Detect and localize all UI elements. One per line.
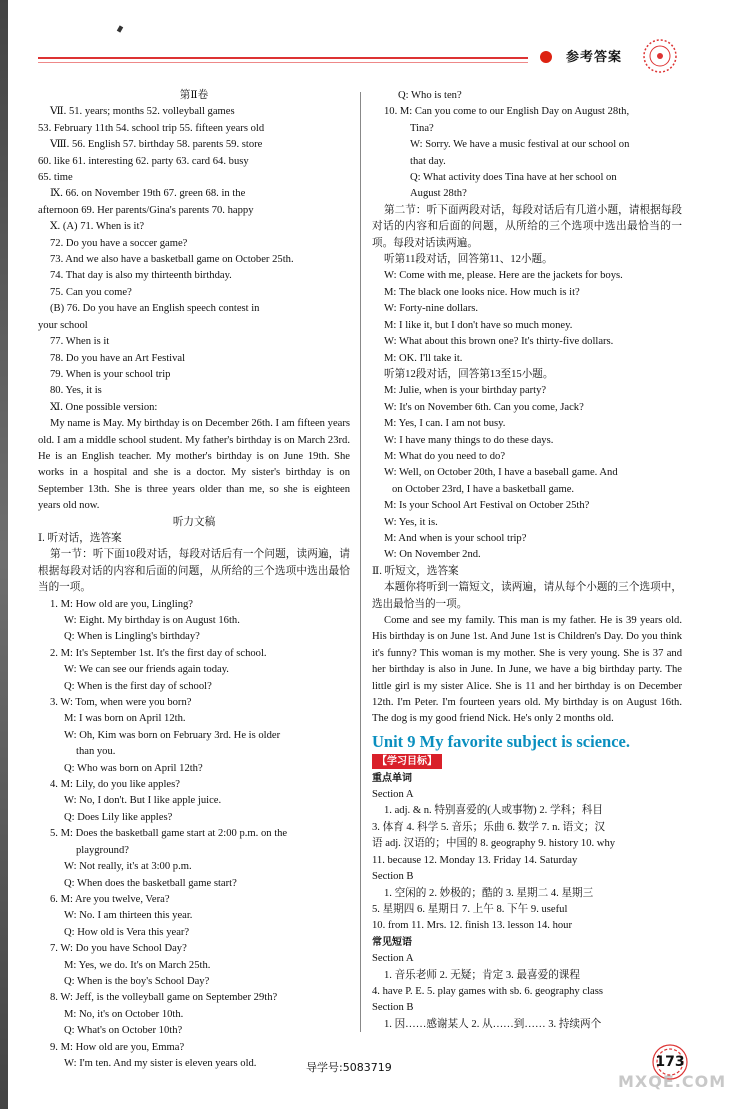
text-line: M: The black one looks nice. How much is it? — [384, 286, 580, 298]
text-line: 5. M: Does the basketball game start at 2:00 p.m. on the — [50, 828, 288, 840]
text-line: 常见短语 — [372, 936, 412, 948]
text-line: 语 adj. 汉语的；中国的 8. geography 9. history 10. why — [372, 838, 616, 850]
text-line: My name is May. My birthday is on December 26th. I am fifteen years old. I am a middle school student. My father's birthday is on March 23rd. He is an English teacher. My mother's birthday is on June 19th. She works in a hospital and she is a doctor. My sister's birthday is on September 13th. She is three years older than me, so she is eighteen years old now. — [38, 418, 350, 512]
text-line: M: I was born on April 12th. — [64, 713, 186, 725]
text-line: 听第11段对话，回答第11、12小题。 — [384, 254, 553, 266]
text-line: M: What do you need to do? — [384, 450, 506, 462]
text-line: 4. have P. E. 5. play games with sb. 6. geography class — [372, 985, 603, 997]
text-line: afternoon 69. Her parents/Gina's parents 70. happy — [38, 204, 254, 216]
text-line: Come and see my family. This man is my father. He is 39 years old. His birthday is on June 1st. And June 1st is Children's Day. Do you think it's funny? This woman is my mother. She is very young. She is 37 and her birthday is also in June. In June, we have a big birthday party. The little girl is my sister Alice. She is 11 and her birthday is on December 12th. I'm Peter. I'm fourteen years old. My birthday is on August 16th. The dog is my good friend Nick. He's only 2 months old. — [372, 615, 682, 725]
text-line: 74. That day is also my thirteenth birthday. — [50, 270, 232, 282]
watermark: MXQE.COM — [618, 1072, 727, 1091]
text-line: W: What about this brown one? It's thirty-five dollars. — [384, 336, 614, 348]
header-title: 参考答案 — [566, 50, 623, 65]
text-line: 79. When is your school trip — [50, 368, 171, 380]
text-line: 80. Yes, it is — [50, 385, 102, 397]
text-line: 8. W: Jeff, is the volleyball game on September 29th? — [50, 992, 278, 1004]
scan-edge-strip — [0, 0, 8, 1109]
text-line: 1. 音乐老师 2. 无疑；肯定 3. 最喜爱的课程 — [384, 969, 580, 981]
text-line: Ⅷ. 56. English 57. birthday 58. parents 59. store — [50, 139, 263, 151]
text-line: playground? — [76, 844, 129, 856]
text-line: 本题你将听到一篇短文，读两遍，请从每个小题的三个选项中，选出最恰当的一项。 — [372, 582, 682, 610]
text-line: Q: Who is ten? — [398, 90, 462, 101]
header-rule-thin — [38, 62, 528, 63]
text-line: 78. Do you have an Art Festival — [50, 352, 186, 364]
text-line: Section A — [372, 789, 414, 801]
text-line: Tina? — [410, 122, 434, 134]
text-line: 1. adj. & n. 特别喜爱的(人或事物) 2. 学科；科目 — [384, 805, 603, 817]
text-line: 2. M: It's September 1st. It's the first day of school. — [50, 647, 267, 659]
text-line: 73. And we also have a basketball game on October 25th. — [50, 254, 294, 266]
unit-title: Unit 9 My favorite subject is science. — [372, 731, 630, 751]
text-line: Q: When is Lingling's birthday? — [64, 631, 200, 643]
text-line: August 28th? — [410, 188, 467, 200]
text-line: W: Well, on October 20th, I have a baseball game. And — [384, 467, 618, 479]
text-line: Q: What's on October 10th? — [64, 1025, 183, 1037]
text-line: 10. from 11. Mrs. 12. finish 13. lesson 14. hour — [372, 920, 572, 932]
text-line: 听力文稿 — [172, 516, 216, 528]
text-line: M: I like it, but I don't have so much money. — [384, 319, 573, 331]
text-line: 4. M: Lily, do you like apples? — [50, 779, 180, 791]
text-line: 65. time — [38, 172, 73, 184]
text-line: W: Yes, it is. — [384, 516, 438, 528]
text-line: Ⅶ. 51. years; months 52. volleyball games — [50, 106, 235, 118]
text-line: W: I have many things to do these days. — [384, 434, 554, 446]
left-column — [38, 88, 350, 1072]
text-line: that day. — [410, 155, 446, 167]
text-line: W: It's on November 6th. Can you come, Jack? — [384, 401, 584, 413]
text-line: M: No, it's on October 10th. — [64, 1008, 184, 1020]
text-line: W: We can see our friends again today. — [64, 664, 229, 676]
text-line: M: And when is your school trip? — [384, 532, 527, 544]
text-line: 53. February 11th 54. school trip 55. fifteen years old — [38, 122, 265, 134]
text-line: M: Yes, we do. It's on March 25th. — [64, 959, 211, 971]
right-column — [372, 88, 682, 1033]
text-line: W: No. I am thirteen this year. — [64, 910, 193, 922]
text-line: 10. M: Can you come to our English Day on August 28th, — [384, 106, 630, 118]
text-line: M: Is your School Art Festival on October 25th? — [384, 500, 590, 512]
text-line: on October 23rd, I have a basketball game. — [392, 483, 575, 495]
text-line: 3. 体育 4. 科学 5. 音乐；乐曲 6. 数学 7. n. 语文；汉 — [372, 821, 606, 833]
text-line: 9. M: How old are you, Emma? — [50, 1041, 185, 1053]
text-line: Q: When is the boy's School Day? — [64, 975, 210, 987]
text-line: 1. 空闲的 2. 妙极的；酷的 3. 星期二 4. 星期三 — [384, 887, 594, 899]
text-line: 3. W: Tom, when were you born? — [50, 697, 192, 709]
text-line: 第二节：听下面两段对话，每段对话后有几道小题，请根据每段对话的内容和后面的问题，从所给的三个选项中选出最恰当的一项。每段对话读两遍。 — [372, 204, 682, 249]
text-line: 第一节：听下面10段对话，每段对话后有一个问题，读两遍，请根据每段对话的内容和后面的问题，从所给的三个选项中选出最恰当的一项。 — [38, 549, 350, 594]
text-line: 1. 因……感谢某人 2. 从……到…… 3. 持续两个 — [384, 1018, 602, 1030]
right-column-text — [372, 88, 682, 728]
text-line: 6. M: Are you twelve, Vera? — [50, 893, 170, 905]
text-line: 第Ⅱ卷 — [179, 90, 209, 101]
text-line: W: Not really, it's at 3:00 p.m. — [64, 861, 192, 873]
text-line: 75. Can you come? — [50, 286, 132, 298]
text-line: M: Julie, when is your birthday party? — [384, 385, 547, 397]
text-line: Q: When does the basketball game start? — [64, 877, 237, 889]
text-line: Section B — [372, 871, 414, 883]
text-line: Q: What activity does Tina have at her school on — [410, 172, 617, 184]
header-rule — [38, 57, 528, 59]
text-line: Section A — [372, 953, 414, 965]
text-line: Ⅰ. 听对话，选答案 — [38, 532, 122, 544]
text-line: Q: Who was born on April 12th? — [64, 762, 203, 774]
unit-vocabulary — [372, 771, 682, 1034]
learning-goals-badge: 【学习目标】 — [372, 754, 442, 769]
text-line: 7. W: Do you have School Day? — [50, 943, 187, 955]
text-line: 11. because 12. Monday 13. Friday 14. Saturday — [372, 854, 578, 866]
text-line: 5. 星期四 6. 星期日 7. 上午 8. 下午 9. useful — [372, 903, 568, 915]
text-line: W: No, I don't. But I like apple juice. — [64, 795, 222, 807]
guide-number: 导学号:5083719 — [306, 1061, 392, 1074]
text-line: Section B — [372, 1002, 414, 1014]
learning-goals-badge-row — [372, 754, 682, 770]
text-line: W: Forty-nine dollars. — [384, 303, 479, 315]
text-line: W: Come with me, please. Here are the jackets for boys. — [384, 270, 623, 282]
text-line: 1. M: How old are you, Lingling? — [50, 598, 193, 610]
text-line: M: Yes, I can. I am not busy. — [384, 418, 506, 430]
text-line: M: OK. I'll take it. — [384, 352, 463, 364]
text-line: 重点单词 — [372, 772, 412, 784]
page-number: 173 — [655, 1054, 685, 1070]
text-line: Q: How old is Vera this year? — [64, 926, 190, 938]
header-dot-icon — [540, 51, 552, 63]
text-line: W: Sorry. We have a music festival at our school on — [410, 139, 630, 151]
text-line: Ⅸ. 66. on November 19th 67. green 68. in the — [50, 188, 246, 200]
text-line: than you. — [76, 746, 116, 758]
text-line: W: Oh, Kim was born on February 3rd. He is older — [64, 729, 281, 741]
text-line: 听第12段对话，回答第13至15小题。 — [384, 368, 554, 380]
text-line: Q: Does Lily like apples? — [64, 811, 173, 823]
text-line: 72. Do you have a soccer game? — [50, 237, 188, 249]
text-line: Ⅺ. One possible version: — [50, 401, 158, 413]
text-line: Ⅹ. (A) 71. When is it? — [50, 221, 145, 233]
text-line: W: Eight. My birthday is on August 16th. — [64, 615, 240, 626]
column-divider — [360, 92, 361, 1032]
text-line: Ⅱ. 听短文，选答案 — [372, 565, 459, 577]
text-line: your school — [38, 319, 88, 331]
text-line: W: I'm ten. And my sister is eleven years old. — [64, 1057, 257, 1069]
text-line: Q: When is the first day of school? — [64, 680, 212, 692]
text-line: W: On November 2nd. — [384, 549, 481, 561]
text-line: 77. When is it — [50, 336, 110, 348]
scan-mark — [117, 25, 123, 32]
text-line: 60. like 61. interesting 62. party 63. card 64. busy — [38, 155, 249, 167]
flower-logo-icon — [640, 36, 680, 76]
text-line: (B) 76. Do you have an English speech contest in — [50, 303, 260, 315]
page-header — [0, 0, 750, 80]
